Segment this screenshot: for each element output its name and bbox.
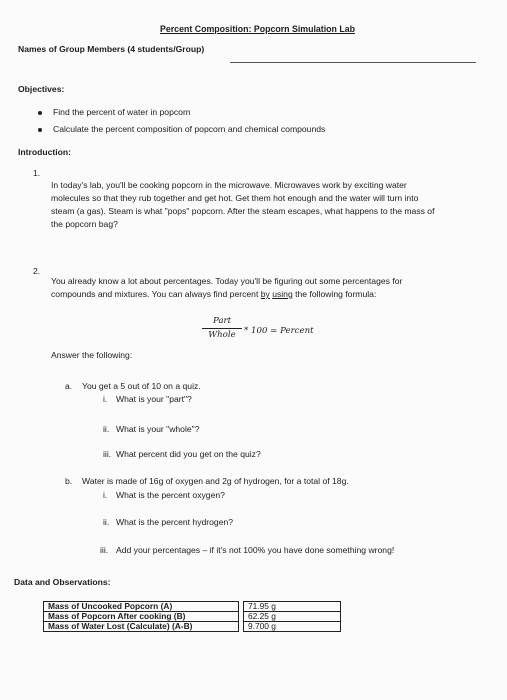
part-a-iii-text: What percent did you get on the quiz? (116, 449, 261, 459)
objectives-heading: Objectives: (18, 84, 65, 94)
data-observations-heading: Data and Observations: (14, 577, 111, 587)
question-2-number: 2. (33, 266, 41, 276)
observations-table (43, 601, 341, 632)
objective-item: Calculate the percent composition of popcorn and chemical compounds (53, 124, 326, 134)
part-a-letter: a. (65, 381, 73, 391)
group-names-line (230, 62, 476, 63)
question-1-line: steam (a gas). Steam is what "pops" popcorn. After the steam escapes, what happens to the mass of (51, 206, 435, 216)
part-b-iii-num: iii. (100, 545, 109, 555)
part-b-ii-num: ii. (103, 517, 110, 527)
table-cell-label: Mass of Popcorn After cooking (B) (44, 612, 239, 622)
part-b-letter: b. (65, 476, 73, 486)
part-a-iii-num: iii. (103, 449, 112, 459)
formula-denominator: Whole (208, 330, 236, 340)
part-b-iii-text: Add your percentages – if it's not 100% you have done something wrong! (116, 545, 395, 555)
part-a-text: You get a 5 out of 10 on a quiz. (82, 381, 201, 391)
formula-rest: * 100 = Percent (244, 326, 314, 336)
formula-fraction (202, 316, 242, 341)
question-1-line: molecules so that they rub together and get hot. Get them hot enough and the water will turn into (51, 193, 419, 203)
fraction-bar (202, 328, 242, 329)
part-a-i-text: What is your "part"? (116, 394, 192, 404)
part-a-ii-text: What is your "whole"? (116, 424, 200, 434)
table-cell-label: Mass of Uncooked Popcorn (A) (44, 602, 239, 612)
q2-text: compounds and mixtures. You can always find percent (51, 289, 261, 299)
table-row (44, 612, 341, 622)
part-b-text: Water is made of 16g of oxygen and 2g of hydrogen, for a total of 18g. (82, 476, 349, 486)
part-b-ii-text: What is the percent hydrogen? (116, 517, 234, 527)
question-1-line: In today's lab, you'll be cooking popcorn in the microwave. Microwaves work by exciting water (51, 180, 407, 190)
part-a-ii-num: ii. (103, 424, 110, 434)
table-row (44, 622, 341, 632)
question-2-line (51, 289, 376, 300)
q2-underlined-word: by (260, 289, 270, 299)
objective-item: Find the percent of water in popcorn (53, 107, 191, 117)
part-b-i-num: i. (103, 490, 108, 500)
table-row (44, 602, 341, 612)
q2-underlined-word: using (272, 289, 293, 299)
bullet-icon (38, 111, 42, 115)
question-1-number: 1. (33, 168, 41, 178)
bullet-icon (38, 128, 42, 132)
formula-numerator: Part (212, 316, 232, 326)
table-cell-value: 62.25 g (244, 612, 341, 622)
table-cell-label: Mass of Water Lost (Calculate) (A-B) (44, 622, 239, 632)
question-2-line: You already know a lot about percentages. Today you'll be figuring out some percentages for (51, 276, 403, 286)
answer-following-label: Answer the following: (51, 350, 133, 360)
part-a-i-num: i. (103, 394, 108, 404)
page-title: Percent Composition: Popcorn Simulation Lab (160, 24, 356, 34)
q2-text: the following formula: (292, 289, 377, 299)
part-b-i-text: What is the percent oxygen? (116, 490, 225, 500)
introduction-heading: Introduction: (18, 147, 71, 157)
question-1-line: the popcorn bag? (51, 219, 118, 229)
table-cell-value: 71.95 g (244, 602, 341, 612)
table-cell-value: 9.700 g (244, 622, 341, 632)
group-names-label: Names of Group Members (4 students/Group) (18, 44, 205, 54)
